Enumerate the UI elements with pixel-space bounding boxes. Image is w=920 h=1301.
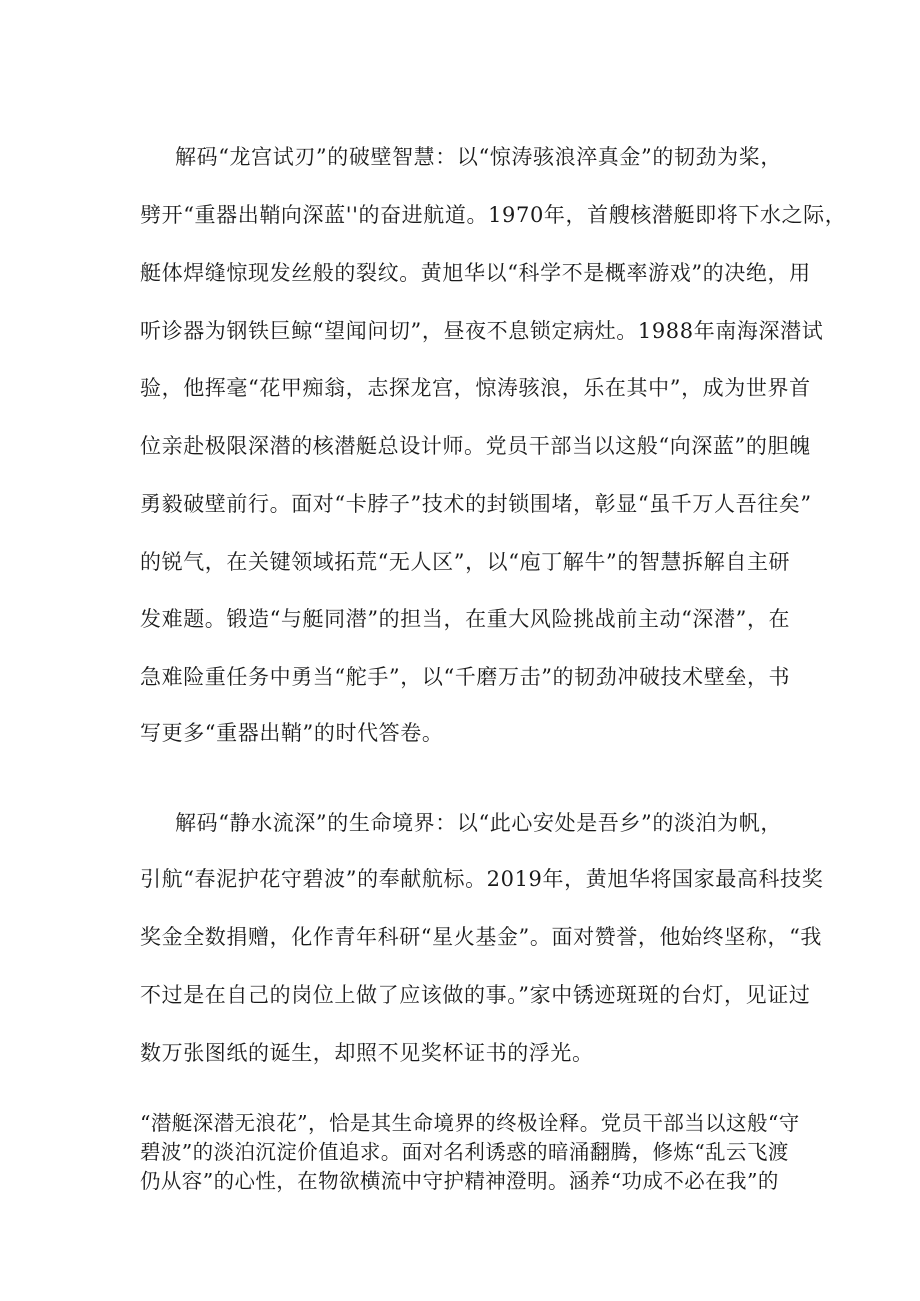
text-line: 艇体焊缝惊现发丝般的裂纹。黄旭华以“科学不是概率游戏”的决绝，用: [140, 261, 811, 285]
text-line: 勇毅破壁前行。面对“卡脖子”技术的封锁围堵，彰显“虽千万人吾往矣”: [140, 492, 812, 516]
text-line: 数万张图纸的诞生，却照不见奖杯证书的浮光。: [140, 1041, 594, 1065]
text-line: 解码“龙宫试刃”的破壁智慧：以“惊涛骇浪淬真金”的韧劲为桨，: [175, 145, 782, 169]
text-line: 劈开“重器出鞘向深蓝''的奋进航道。1970年，首艘核潜艇即将下水之际，: [140, 203, 847, 227]
text-line: 的锐气，在关键领域拓荒“无人区”，以“庖丁解牛”的智慧拆解自主研: [140, 550, 791, 574]
text-line: 位亲赴极限深潜的核潜艇总设计师。党员干部当以这般“向深蓝”的胆魄: [140, 434, 811, 458]
text-line: 不过是在自己的岗位上做了应该做的事。”家中锈迹斑斑的台灯，见证过: [140, 983, 811, 1007]
text-line: 听诊器为钢铁巨鲸“望闻问切”，昼夜不息锁定病灶。1988年南海深潜试: [140, 319, 824, 343]
text-line: 验，他挥毫“花甲痴翁，志探龙宫，惊涛骇浪，乐在其中”，成为世界首: [140, 376, 811, 400]
text-line: 仍从容”的心性，在物欲横流中守护精神澄明。涵养“功成不必在我”的: [140, 1169, 779, 1193]
text-line: 碧波”的淡泊沉淀价值追求。面对名利诱惑的暗涌翻腾，修炼“乱云飞渡: [140, 1140, 789, 1164]
text-line: 写更多“重器出鞘”的时代答卷。: [140, 721, 444, 745]
text-line: “潜艇深潜无浪花”，恰是其生命境界的终极诠释。党员干部当以这般“守: [140, 1111, 800, 1135]
text-line: 急难险重任务中勇当“舵手”，以“千磨万击”的韧劲冲破技术壁垒，书: [140, 665, 791, 689]
text-line: 解码“静水流深”的生命境界：以“此心安处是吾乡”的淡泊为帆，: [175, 811, 782, 835]
text-line: 引航“春泥护花守碧波”的奉献航标。2019年，黄旭华将国家最高科技奖: [140, 867, 824, 891]
text-line: 发难题。锻造“与艇同潜”的担当，在重大风险挑战前主动“深潜”，在: [140, 607, 791, 631]
text-line: 奖金全数捐赠，化作青年科研“星火基金”。面对赞誉，他始终坚称，“我: [140, 925, 823, 949]
